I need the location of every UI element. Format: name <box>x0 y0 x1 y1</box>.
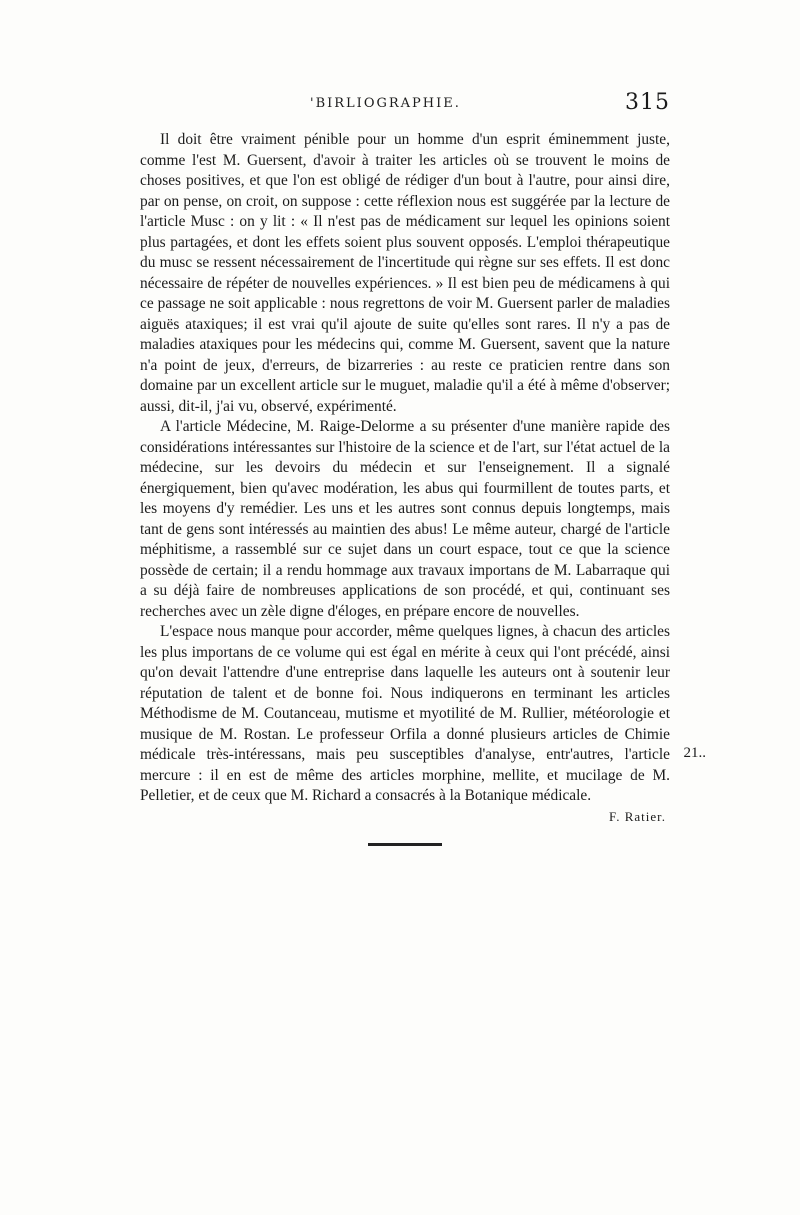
page-number: 315 <box>625 90 670 115</box>
running-head: 'BIRLIOGRAPHIE. <box>310 96 461 111</box>
author-signature: F. Ratier. <box>609 808 666 824</box>
book-page <box>140 90 670 846</box>
paragraph-musc: Il doit être vraiment pénible pour un homme d'un esprit éminemment juste, comme l'est M. Guersent, d'avoir à traiter les articles où se trouvent le moins de choses positives, et que l'on est obligé de rédiger d'un bout à l'autre, pour ainsi dire, par on pense, on croit, on suppose : cette réflexion nous est suggérée par la lecture de l'article Musc : on y lit : « Il n'est pas de médicament sur lequel les opinions soient plus partagées, et dont les effets soient plus souvent opposés. L'emploi thérapeutique du musc se ressent nécessairement de l'incertitude qui règne sur ses effets. Il est donc nécessaire de répéter de nouvelles expériences. » Il est bien peu de médicamens à qui ce passage ne soit applicable : nous regrettons de voir M. Guersent parler de maladies aiguës ataxiques; il est vrai qu'il ajoute de suite qu'elles sont rares. Il n'y a pas de maladies ataxiques pour les médecins qui, comme M. Guersent, savent que la nature n'a point de jeux, d'erreurs, de bizarreries : au reste ce praticien rentre dans son domaine par un excellent article sur le muguet, maladie qu'il a été à même d'observer; aussi, dit-il, j'ai vu, observé, expérimenté. <box>140 131 670 415</box>
article-body <box>140 130 670 807</box>
paragraph-medecine: A l'article Médecine, M. Raige-Delorme a su présenter d'une manière rapide des considérations intéressantes sur l'histoire de la science et de l'art, sur l'état actuel de la médecine, sur les devoirs du médecin et sur l'enseignement. Il a signalé énergiquement, bien qu'avec modération, les abus qui fourmillent de toutes parts, et les moyens d'y remédier. Les uns et les autres sont connus depuis longtemps, mais tant de gens sont intéressés au maintien des abus! Le même auteur, chargé de l'article méphitisme, a rassemblé sur ce sujet dans un court espace, tout ce que la science possède de certain; il a rendu hommage aux travaux importans de M. Labarraque qui a su déjà faire de nombreuses applications de son procédé, et qui, continuant ses recherches avec un zèle digne d'éloges, en prépare encore de nouvelles. <box>140 418 670 620</box>
paragraph-conclusion: L'espace nous manque pour accorder, même quelques lignes, à chacun des articles les plus importans de ce volume qui est égal en mérite à ceux qui l'ont précédé, ainsi qu'on devait l'attendre d'une entreprise dans laquelle les auteurs ont à soutenir leur réputation de talent et de bonne foi. Nous indiquerons en terminant les articles Méthodisme de M. Coutanceau, mutisme et myotilité de M. Rullier, météorologie et musique de M. Rostan. Le professeur Orfila a donné plusieurs articles de Chimie médicale très-intéressans, mais peu susceptibles d'analyse, entr'autres, l'article mercure : il en est de même des articles morphine, mellite, et mucilage de M. Pelletier, et de ceux que M. Richard a consacrés à la Botanique médicale. <box>140 623 670 804</box>
closing-rule <box>368 843 442 846</box>
signature-mark: 21.. <box>683 745 706 761</box>
page-header <box>140 90 670 130</box>
